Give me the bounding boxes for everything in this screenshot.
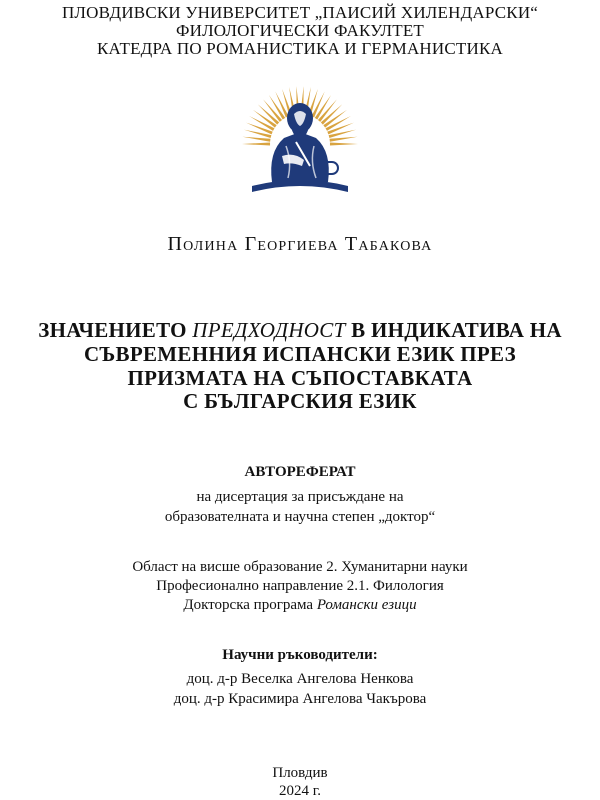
- thesis-title-line-4: С БЪЛГАРСКИЯ ЕЗИК: [183, 389, 417, 413]
- year: 2024 г.: [279, 783, 321, 799]
- university-name: ПЛОВДИВСКИ УНИВЕРСИТЕТ „ПАИСИЙ ХИЛЕНДАРСКИ“: [61, 3, 539, 22]
- emblem-sun-ray: [242, 143, 270, 146]
- title-term-italic: ПРЕДХОДНОСТ: [192, 318, 346, 342]
- emblem-sun-ray: [330, 137, 358, 142]
- faculty-name: ФИЛОЛОГИЧЕСКИ ФАКУЛТЕТ: [175, 21, 425, 40]
- abstract-label: АВТОРЕФЕРАТ: [244, 464, 356, 480]
- author-name: Полина Георгиева Табакова: [167, 233, 433, 255]
- thesis-title-line-1: [0, 320, 600, 341]
- doctoral-program: [0, 598, 600, 613]
- supervisor-name: доц. д-р Веселка Ангелова Ненкова: [186, 671, 414, 687]
- thesis-title-line-2: СЪВРЕМЕННИЯ ИСПАНСКИ ЕЗИК ПРЕЗ: [83, 342, 517, 366]
- title-text: ЗНАЧЕНИЕТО: [38, 318, 193, 342]
- emblem-sun-ray: [242, 137, 270, 142]
- abstract-degree: образователната и научна степен „доктор“: [164, 509, 436, 525]
- city: Пловдив: [272, 765, 328, 781]
- professional-field: Професионално направление 2.1. Филология: [156, 578, 444, 594]
- title-text: В ИНДИКАТИВА НА: [345, 318, 562, 342]
- abstract-description: на дисертация за присъждане на: [196, 489, 404, 505]
- program-prefix: Докторска програма: [183, 597, 317, 613]
- supervisor-name: доц. д-р Красимира Ангелова Чакърова: [173, 691, 427, 707]
- supervisors-label: Научни ръководители:: [222, 647, 378, 663]
- thesis-title-line-3: ПРИЗМАТА НА СЪПОСТАВКАТА: [127, 366, 473, 390]
- university-emblem-icon: [238, 82, 362, 198]
- program-name: Романски езици: [316, 597, 417, 613]
- emblem-sun-ray: [330, 143, 358, 146]
- emblem-sun-ray: [327, 123, 354, 135]
- field-of-education: Област на висше образование 2. Хуманитарни науки: [132, 559, 468, 575]
- department-name: КАТЕДРА ПО РОМАНИСТИКА И ГЕРМАНИСТИКА: [96, 39, 503, 58]
- emblem-sun-ray: [246, 123, 273, 135]
